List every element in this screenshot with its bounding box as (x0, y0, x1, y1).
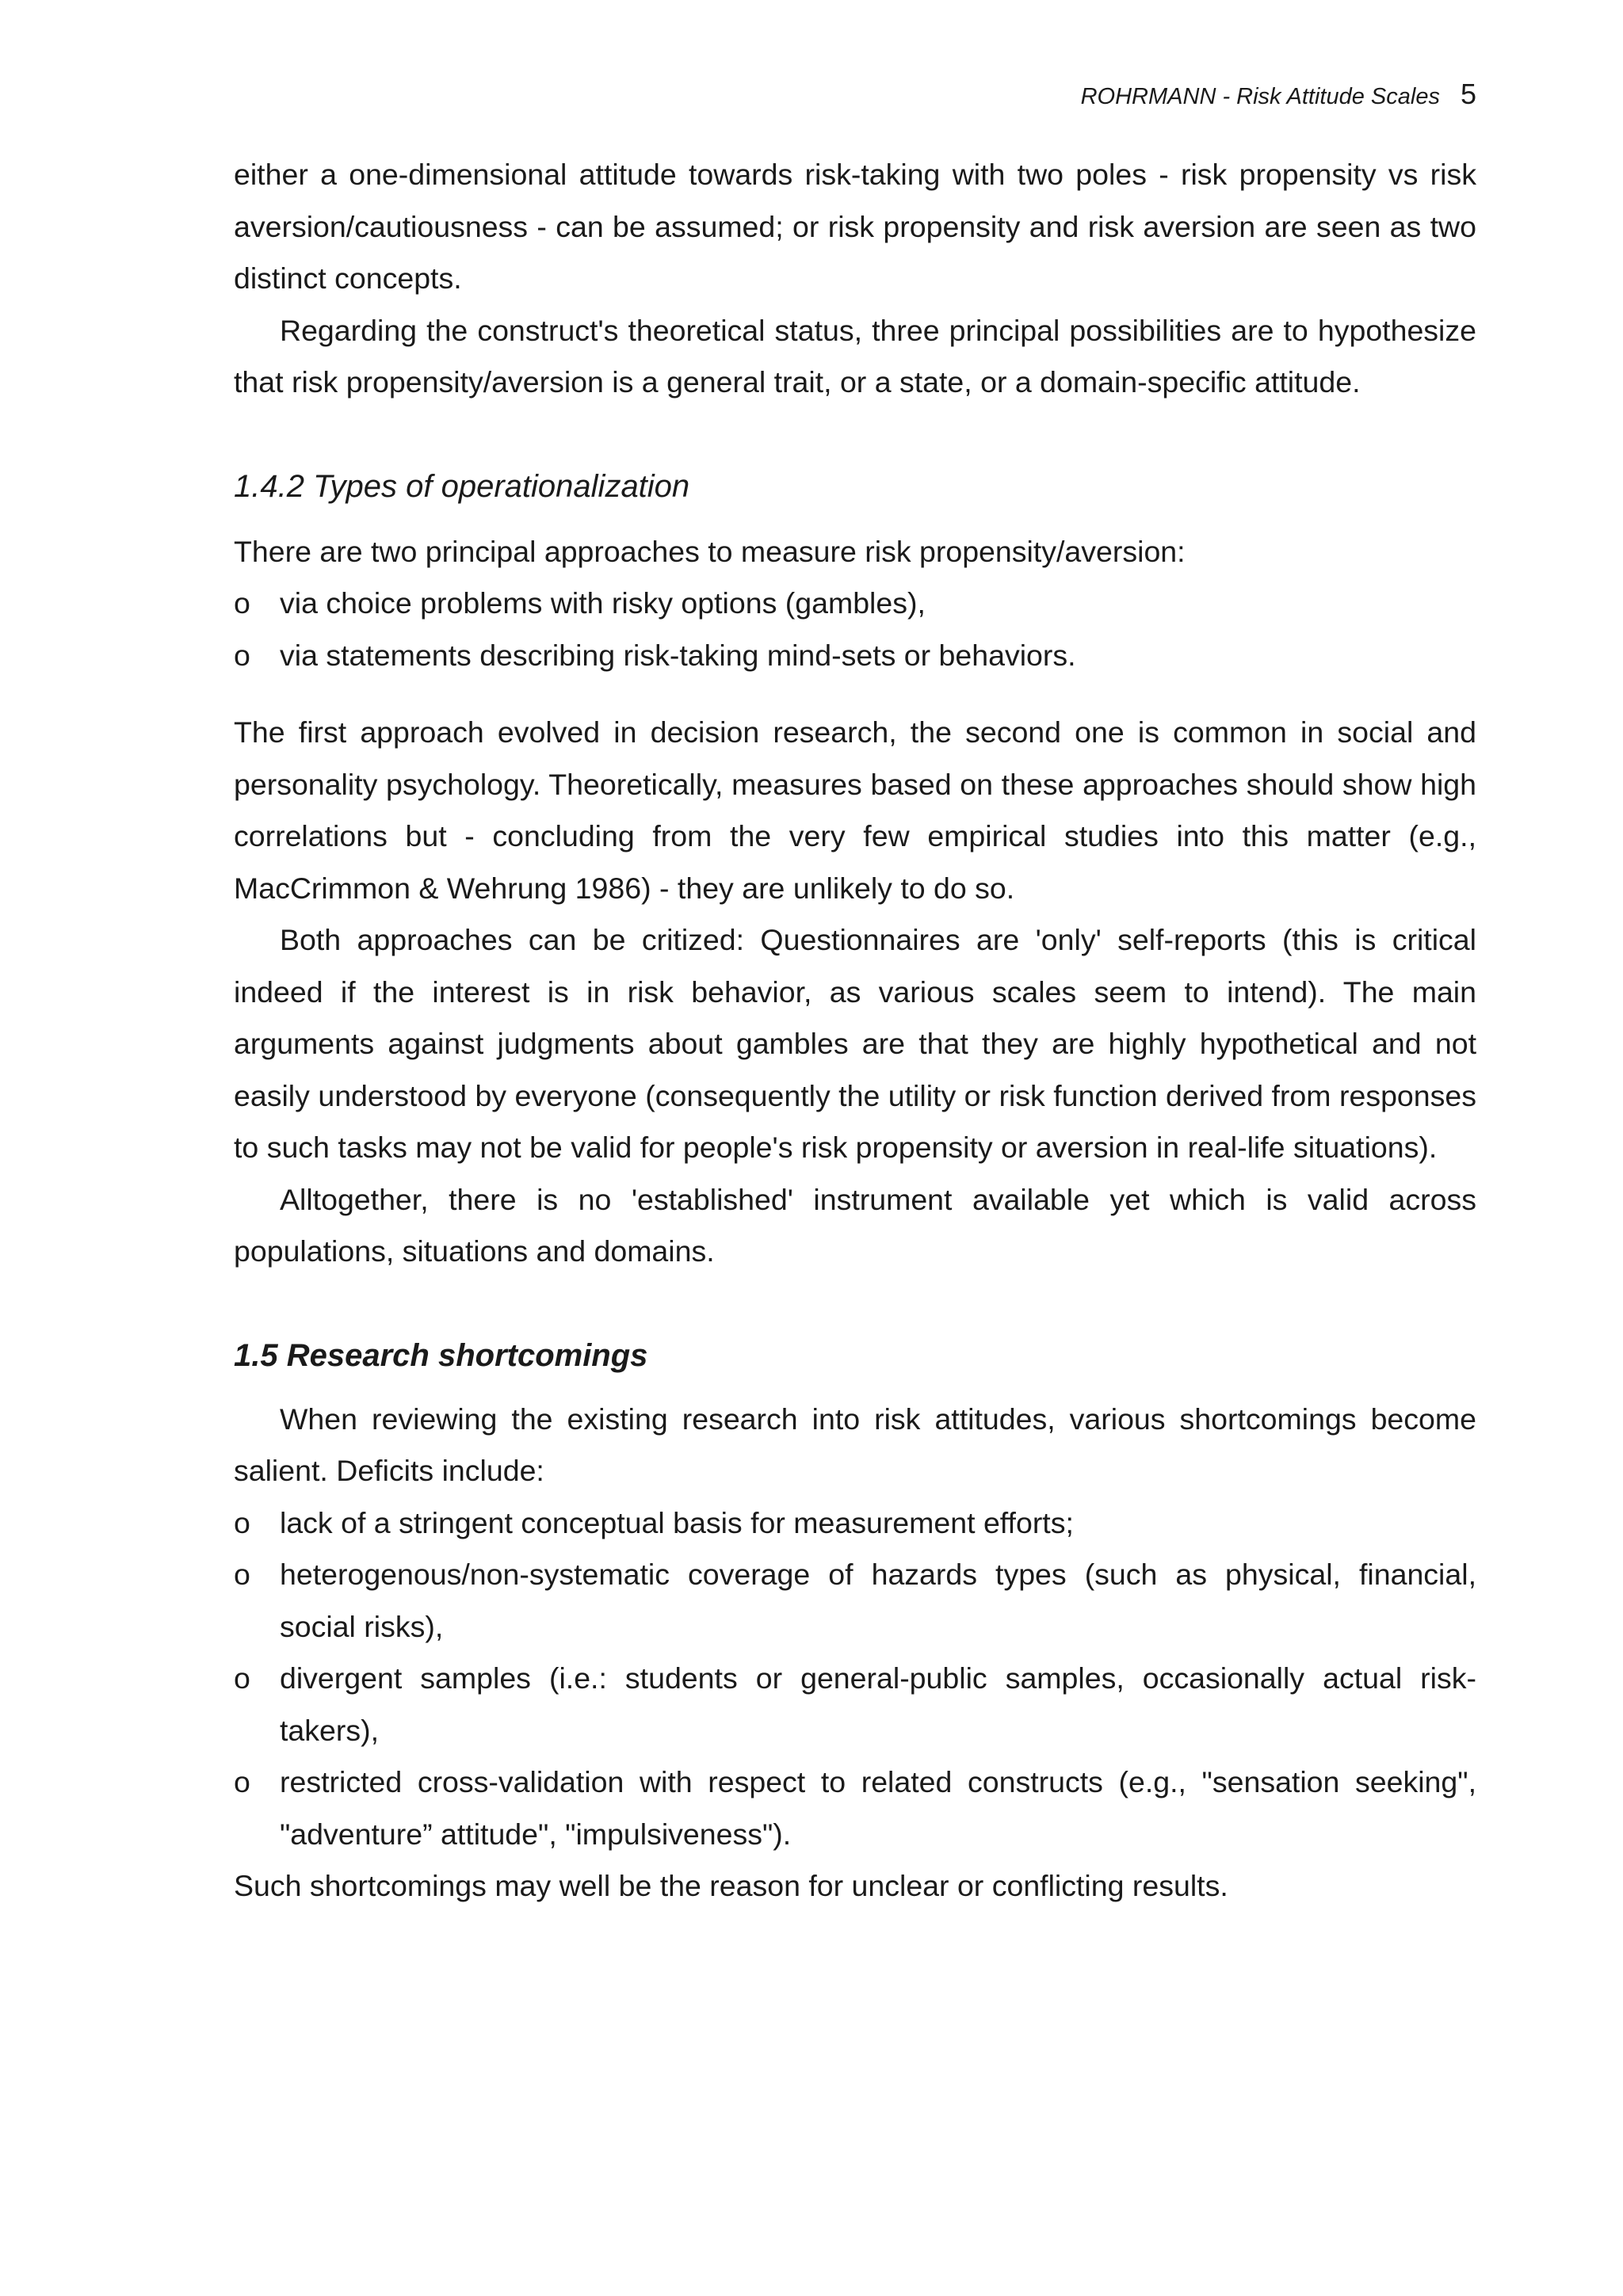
paragraph-critique: Both approaches can be critized: Questionnaires are 'only' self-reports (this is critical indeed if the interest is in risk behavior, as various scales seem to intend). The main arguments against judgments about gambles are that they are highly hypothetical and not easily understood by everyone (consequently the utility or risk function derived from responses to such tasks may not be valid for people's risk propensity or aversion in real-life situations). (234, 923, 1476, 1164)
paragraph-shortcomings-intro: When reviewing the existing research into risk attitudes, various shortcomings become salient. Deficits include: (234, 1402, 1476, 1487)
section-heading-1-5: 1.5 Research shortcomings (234, 1337, 648, 1373)
list-item-text: restricted cross-validation with respect to related constructs (e.g., "sensation seeking", "adventure” attitude", "impulsiveness"). (280, 1765, 1476, 1851)
paragraph-theoretical-status: Regarding the construct's theoretical status, three principal possibilities are to hypothesize that risk propensity/aversion is a general trait, or a state, or a domain-specific attitude. (234, 313, 1476, 399)
list-item (234, 1653, 1476, 1756)
list-item-text: heterogenous/non-systematic coverage of hazards types (such as physical, financial, social risks), (280, 1558, 1476, 1643)
list-item (234, 1549, 1476, 1653)
running-title: ROHRMANN - Risk Attitude Scales (1080, 84, 1440, 109)
bullet-marker: o (234, 1765, 250, 1798)
approaches-list (234, 578, 1476, 681)
list-item-text: divergent samples (i.e.: students or general-public samples, occasionally actual risk-takers), (280, 1661, 1476, 1747)
bullet-marker: o (234, 586, 250, 620)
bullet-marker: o (234, 638, 250, 672)
paragraph-continuation: either a one-dimensional attitude towards risk-taking with two poles - risk propensity vs risk aversion/cautiousness - can be assumed; or risk propensity and risk aversion are seen as two distinct concepts. (234, 158, 1476, 295)
page-body (234, 149, 1476, 1913)
bullet-marker: o (234, 1558, 250, 1591)
list-item (234, 1756, 1476, 1860)
list-item-text: lack of a stringent conceptual basis for measurement efforts; (280, 1505, 1074, 1539)
list-item-text: via choice problems with risky options (gambles), (280, 586, 926, 620)
list-item (234, 630, 1476, 682)
section-heading-1-4-2: 1.4.2 Types of operationalization (234, 468, 690, 504)
paragraph-altogether: Alltogether, there is no 'established' instrument available yet which is valid across populations, situations and domains. (234, 1182, 1476, 1268)
running-header (1081, 78, 1476, 111)
bullet-marker: o (234, 1661, 250, 1695)
list-item-text: via statements describing risk-taking mind-sets or behaviors. (280, 638, 1076, 672)
paragraph-first-approach: The first approach evolved in decision research, the second one is common in social and personality psychology. Theoretically, measures based on these approaches should show high correlations but - concluding from the very few empirical studies into this matter (e.g., MacCrimmon & Wehrung 1986) - they are unlikely to do so. (234, 715, 1476, 905)
deficits-list (234, 1497, 1476, 1861)
list-item (234, 1497, 1476, 1550)
paragraph-approaches-intro: There are two principal approaches to measure risk propensity/aversion: (234, 534, 1186, 568)
paragraph-closing: Such shortcomings may well be the reason for unclear or conflicting results. (234, 1869, 1228, 1902)
list-item (234, 578, 1476, 630)
page-number: 5 (1460, 78, 1476, 110)
bullet-marker: o (234, 1505, 250, 1539)
